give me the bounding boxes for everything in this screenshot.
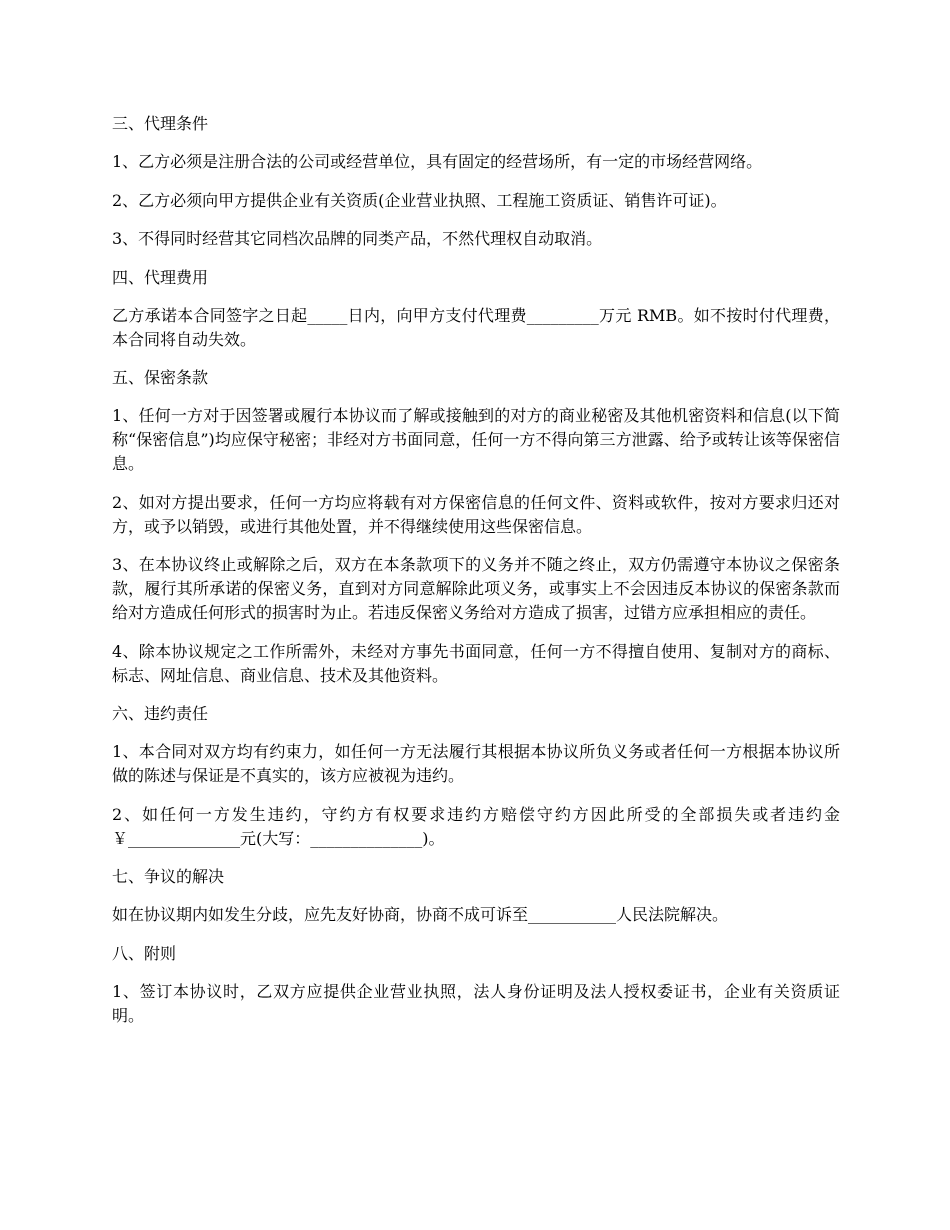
section-heading-supplementary: 八、附则 (112, 943, 177, 963)
section-heading-agency-conditions: 三、代理条件 (112, 114, 209, 133)
section-heading-liability: 六、违约责任 (112, 704, 209, 723)
paragraph: 乙方承诺本合同签字之日起_____日内，向甲方支付代理费_________万元 RMB。如不按时付代理费，本合同将自动失效。 (112, 305, 840, 349)
paragraph: 3、不得同时经营其它同档次品牌的同类产品，不然代理权自动取消。 (112, 229, 603, 248)
paragraph: 1、乙方必须是注册合法的公司或经营单位，具有固定的经营场所，有一定的市场经营网络。 (112, 152, 763, 171)
section-heading-agency-fees: 四、代理费用 (112, 267, 209, 287)
paragraph: 2、如对方提出要求，任何一方均应将载有对方保密信息的任何文件、资料或软件，按对方要求归还对方，或予以销毁，或进行其他处置，并不得继续使用这些保密信息。 (112, 492, 840, 536)
paragraph: 1、本合同对双方均有约束力，如任何一方无法履行其根据本协议所负义务或者任何一方根据本协议所做的陈述与保证是不真实的，该方应被视为违约。 (112, 742, 840, 785)
paragraph: 如在协议期内如发生分歧，应先友好协商，协商不成可诉至___________人民法院解决。 (112, 905, 729, 924)
section-heading-dispute-resolution: 七、争议的解决 (112, 867, 225, 886)
paragraph: 4、除本协议规定之工作所需外，未经对方事先书面同意，任何一方不得擅自使用、复制对方的商标、标志、网址信息、商业信息、技术及其他资料。 (112, 641, 840, 685)
paragraph: 1、任何一方对于因签署或履行本协议而了解或接触到的对方的商业秘密及其他机密资料和信息(以下简称“保密信息”)均应保守秘密；非经对方书面同意，任何一方不得向第三方泄露、给予或转让该等保密信息。 (112, 406, 840, 473)
document-body (112, 112, 840, 1042)
paragraph: 1、签订本协议时，乙双方应提供企业营业执照，法人身份证明及法人授权委证书，企业有关资质证明。 (112, 981, 840, 1025)
section-heading-confidentiality: 五、保密条款 (112, 368, 209, 387)
paragraph: 2、乙方必须向甲方提供企业有关资质(企业营业执照、工程施工资质证、销售许可证)。 (112, 190, 727, 210)
paragraph: 3、在本协议终止或解除之后，双方在本条款项下的义务并不随之终止，双方仍需遵守本协议之保密条款，履行其所承诺的保密义务，直到对方同意解除此项义务，或事实上不会因违反本协议的保密条款而给对方造成任何形式的损害时为止。若违反保密义务给对方造成了损害，过错方应承担相应的责任。 (112, 555, 840, 622)
paragraph: 2、如任何一方发生违约，守约方有权要求违约方赔偿守约方因此所受的全部损失或者违约金￥______________元(大写：______________)。 (112, 804, 840, 848)
